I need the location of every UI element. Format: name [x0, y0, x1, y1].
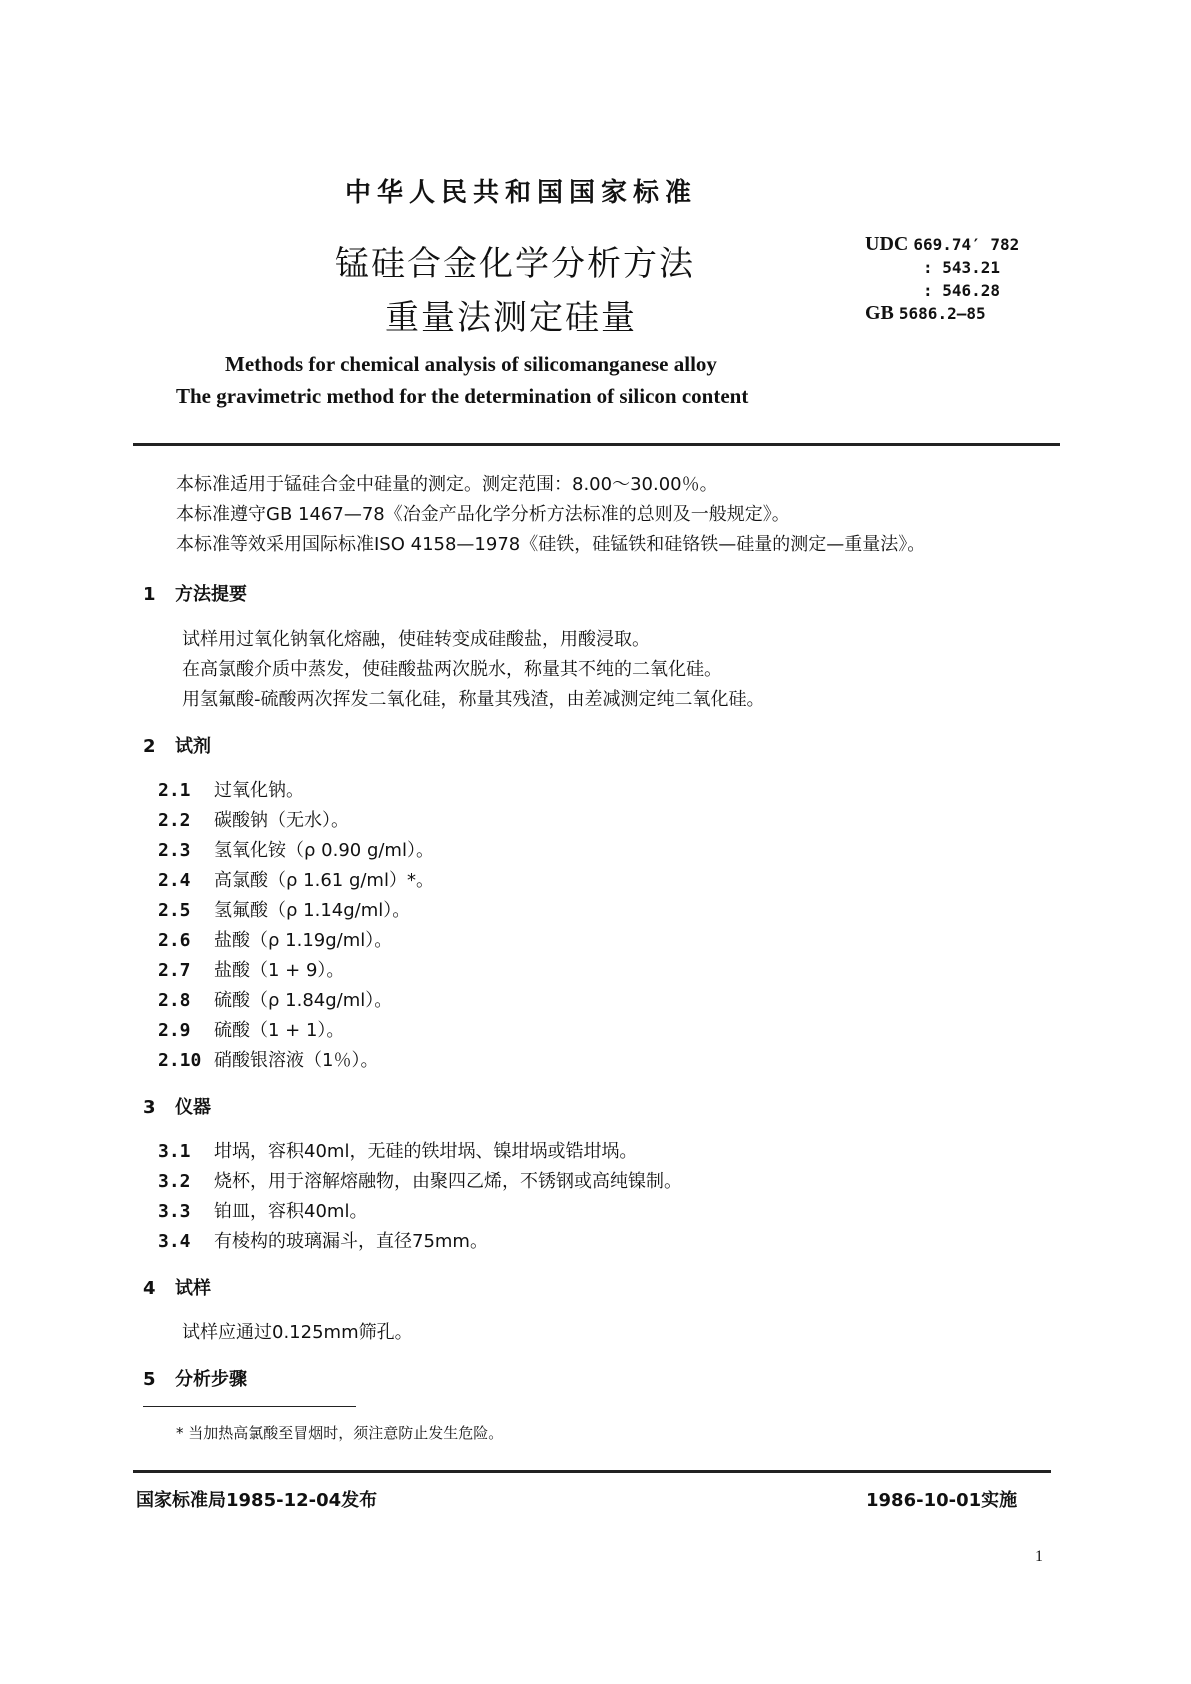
apparatus-item: 3.4 有棱构的玻璃漏斗，直径75mm。 — [158, 1231, 488, 1252]
apparatus-item: 3.2 烧杯，用于溶解熔融物，由聚四乙烯，不锈钢或高纯镍制。 — [158, 1171, 682, 1192]
section-5-number: 5 — [143, 1369, 156, 1390]
section-3-number: 3 — [143, 1097, 156, 1118]
apparatus-item: 3.3 铂皿，容积40ml。 — [158, 1201, 368, 1222]
header-divider — [133, 443, 1060, 446]
udc-sub-code-1: : 543.21 — [923, 258, 1001, 277]
reagent-item: 2.3 氢氧化铵（ρ 0.90 g/ml）。 — [158, 840, 434, 861]
udc-main-code: 669.74′ 782 — [913, 235, 1020, 254]
intro-paragraph-1: 本标准适用于锰硅合金中硅量的测定。测定范围：8.00～30.00％。 — [176, 474, 718, 495]
page-number: 1 — [1035, 1548, 1043, 1565]
footnote-divider — [143, 1406, 356, 1407]
section-1-paragraph-1: 试样用过氧化钠氧化熔融，使硅转变成硅酸盐，用酸浸取。 — [182, 629, 650, 650]
footer-divider — [133, 1470, 1051, 1473]
section-4-number: 4 — [143, 1278, 156, 1299]
section-2-heading — [143, 732, 211, 758]
apparatus-item: 3.1 坩埚，容积40ml，无硅的铁坩埚、镍坩埚或锆坩埚。 — [158, 1141, 638, 1162]
reagent-item: 2.2 碳酸钠（无水）。 — [158, 810, 349, 831]
reagent-item: 2.7 盐酸（1 + 9）。 — [158, 960, 345, 981]
gb-line — [865, 302, 1019, 325]
udc-sub-code-2: : 546.28 — [923, 281, 1001, 300]
gb-prefix: GB — [865, 302, 894, 324]
section-5-title: 分析步骤 — [175, 1369, 247, 1390]
reagent-item: 2.1 过氧化钠。 — [158, 780, 304, 801]
udc-prefix: UDC — [865, 233, 909, 255]
section-1-number: 1 — [143, 584, 156, 605]
reagent-item: 2.9 硫酸（1 + 1）。 — [158, 1020, 345, 1041]
udc-line — [865, 233, 1019, 256]
intro-paragraph-2: 本标准遵守GB 1467—78《冶金产品化学分析方法标准的总则及一般规定》。 — [176, 504, 790, 525]
section-5-heading — [143, 1365, 247, 1391]
udc-classification-block — [865, 233, 1019, 325]
reagent-item: 2.6 盐酸（ρ 1.19g/ml）。 — [158, 930, 393, 951]
reagent-item: 2.10 硝酸银溶液（1％）。 — [158, 1050, 379, 1071]
english-title-line1: Methods for chemical analysis of silicomanganese alloy — [225, 352, 717, 376]
section-1-title: 方法提要 — [175, 584, 247, 605]
reagent-item: 2.5 氢氟酸（ρ 1.14g/ml）。 — [158, 900, 411, 921]
section-1-heading — [143, 580, 247, 606]
intro-paragraph-3: 本标准等效采用国际标准ISO 4158—1978《硅铁，硅锰铁和硅铬铁—硅量的测定—重量法》。 — [176, 534, 926, 555]
section-1-paragraph-2: 在高氯酸介质中蒸发，使硅酸盐两次脱水，称量其不纯的二氧化硅。 — [182, 659, 722, 680]
english-title-line2: The gravimetric method for the determination of silicon content — [176, 384, 749, 408]
publication-date: 国家标准局1985-12-04发布 — [136, 1490, 378, 1511]
section-4-paragraph: 试样应通过0.125mm筛孔。 — [182, 1322, 413, 1343]
country-standard-heading: 中华人民共和国国家标准 — [345, 178, 698, 208]
reagent-item: 2.4 高氯酸（ρ 1.61 g/ml）*。 — [158, 870, 434, 891]
document-title-line1: 锰硅合金化学分析方法 — [335, 244, 695, 284]
section-2-title: 试剂 — [175, 736, 211, 757]
reagent-item: 2.8 硫酸（ρ 1.84g/ml）。 — [158, 990, 393, 1011]
document-title-line2: 重量法测定硅量 — [385, 298, 637, 338]
section-4-title: 试样 — [175, 1278, 211, 1299]
footnote-text: * 当加热高氯酸至冒烟时，须注意防止发生危险。 — [176, 1424, 504, 1442]
section-1-paragraph-3: 用氢氟酸-硫酸两次挥发二氧化硅，称量其残渣，由差减测定纯二氧化硅。 — [182, 689, 765, 710]
implementation-date: 1986-10-01实施 — [866, 1490, 1018, 1511]
section-4-heading — [143, 1274, 211, 1300]
section-3-title: 仪器 — [175, 1097, 211, 1118]
section-2-number: 2 — [143, 736, 156, 757]
section-3-heading — [143, 1093, 211, 1119]
gb-number: 5686.2—85 — [898, 304, 986, 323]
